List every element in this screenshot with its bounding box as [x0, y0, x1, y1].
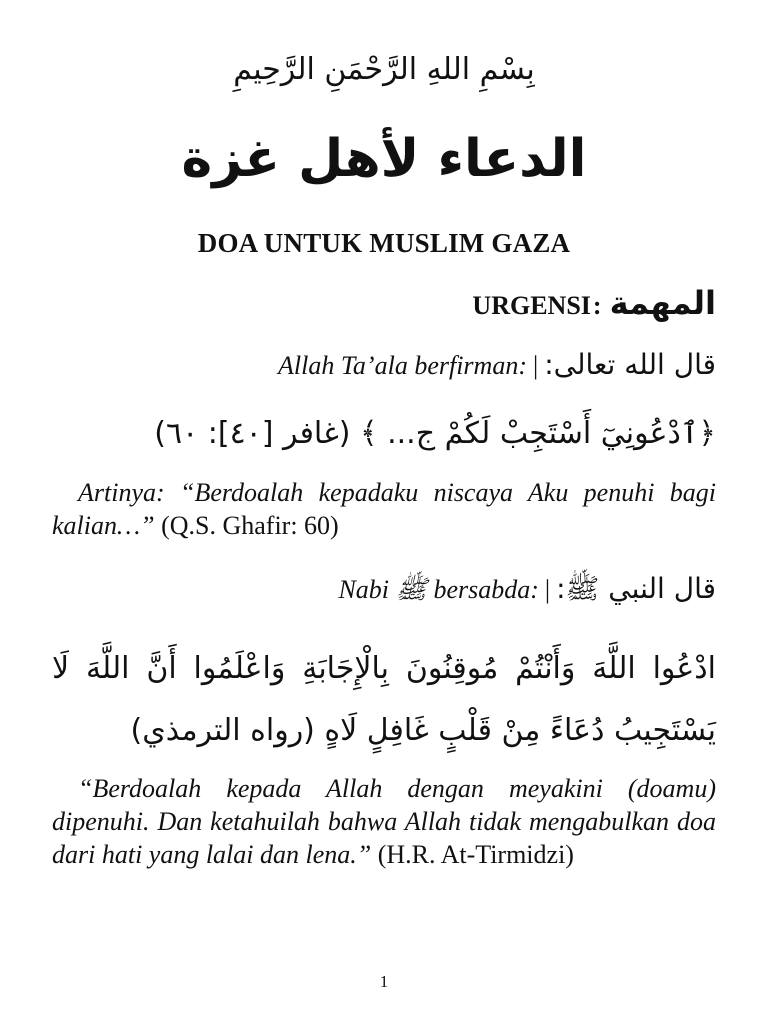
hadith-translation: [52, 772, 716, 871]
hadith-intro-arabic: قال النبي ﷺ:: [556, 572, 716, 605]
translation-text: “Berdoalah kepadaku niscaya Aku penuhi bagi kalian…”: [52, 478, 717, 540]
section-label-arabic: المهمة: [609, 284, 716, 322]
hadith-intro-line: [338, 572, 716, 612]
section-label-latin: URGENSI: [472, 291, 591, 320]
section-label-separator: :: [592, 291, 602, 320]
translation-label: Artinya:: [78, 478, 165, 507]
quran-reference: (Q.S. Ghafir: 60): [161, 511, 339, 540]
hadith-text-arabic: ادْعُوا اللَّهَ وَأَنْتُمْ مُوقِنُونَ بِالْإِجَابَةِ وَاعْلَمُوا أَنَّ اللَّهَ لَا يَسْتَجِيبُ دُعَاءً مِنْ قَلْبٍ غَافِلٍ لَاهٍ (رواه الترمذي): [52, 651, 716, 748]
quran-verse-arabic: ﴿ٱدْعُونِيٓ أَسْتَجِبْ لَكُمْ ج... ﴾ (غافر [٤٠]: ٦٠): [154, 416, 716, 451]
basmala-heading: بِسْمِ اللهِ الرَّحْمَنِ الرَّحِيمِ: [233, 52, 535, 87]
hadith-intro-separator: |: [544, 575, 551, 604]
quran-translation: [52, 476, 716, 542]
section-heading: [472, 284, 716, 322]
hadith-reference: (H.R. At-Tirmidzi): [377, 840, 574, 869]
quran-intro-separator: |: [532, 351, 539, 380]
quran-intro-indonesian: Allah Ta’ala berfirman:: [278, 351, 527, 380]
quran-intro-arabic: قال الله تعالى:: [544, 348, 716, 381]
hadith-intro-indonesian: Nabi ﷺ bersabda:: [338, 575, 539, 604]
quran-intro-line: [278, 348, 716, 381]
arabic-title: الدعاء لأهل غزة: [181, 129, 587, 189]
hadith-translation-text: “Berdoalah kepada Allah dengan meyakini (doamu) dipenuhi. Dan ketahuilah bahwa Allah tidak mengabulkan doa dari hati yang lalai dan lena.”: [52, 774, 716, 869]
indonesian-title: DOA UNTUK MUSLIM GAZA: [197, 228, 571, 258]
page-number: 1: [379, 972, 389, 991]
